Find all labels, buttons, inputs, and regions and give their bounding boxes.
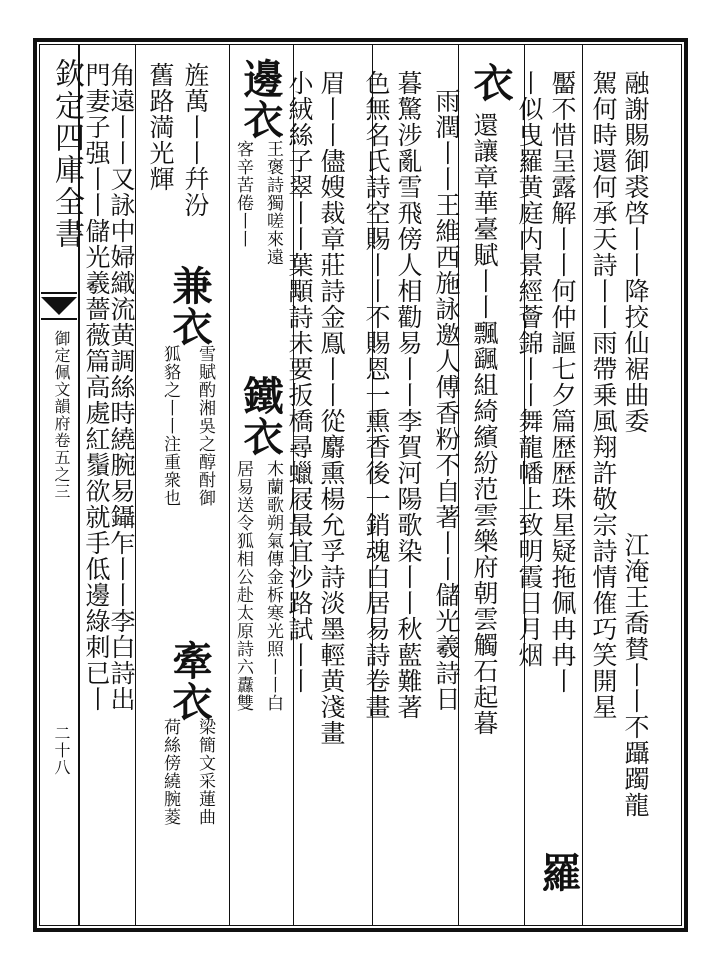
text-column: 色無名氏詩空賜丨丨不賜恩一熏香後一銷魂白居易詩卷畫 — [362, 70, 391, 720]
text-column: 江淹王喬賛丨丨不躡躅龍 — [621, 532, 650, 818]
heading-bianyi: 邊衣 — [237, 58, 284, 140]
heading-jianyi: 兼衣 — [166, 265, 213, 347]
column-rule — [229, 44, 230, 926]
heading-tieyi: 鐵衣 — [237, 375, 284, 457]
text-column: 還讓章華臺賦丨丨飄颻組綺繽紛范雲樂府朝雲觸石起暮 — [470, 112, 499, 736]
book-title: 欽定四庫全書 — [49, 58, 84, 250]
text-column: 旌萬丨丨幷汾 — [181, 62, 210, 218]
column-rule — [582, 44, 583, 926]
text-column: 門妻子强丨丨儲光羲薔薇篇高處紅鬚欲就手低邊綠刺已丨 — [82, 62, 111, 712]
text-column: 角遠丨丨又詠中婦織流黄調絲時繞腕易鑷乍丨丨李白詩出 — [107, 62, 136, 712]
text-column: 梁簡文采蓮曲 — [195, 718, 215, 826]
text-column: 王褒詩獨嗟來遠 — [263, 140, 283, 266]
text-column: 雨潤丨丨王維西施詠邀人傅香粉不自著丨丨儲光羲詩日 — [432, 88, 461, 712]
text-column: 融謝賜御裘啓丨丨降挍仙裾曲委 — [621, 70, 650, 434]
text-column: 靨不惜呈露解丨丨何仲謳七夕篇歴歴珠星疑拖佩冉冉丨 — [548, 70, 577, 694]
text-column: 居易送令狐相公赴太原詩六纛雙 — [233, 460, 253, 712]
text-column: 眉丨丨儘嫂裁章莊詩金鳯丨丨從麝熏楊允孚詩淡墨輕黄淺畫 — [317, 70, 346, 746]
text-column: 舊路満光輝 — [146, 62, 175, 192]
text-column: 狐貉之丨丨注重衆也 — [160, 345, 180, 507]
text-column: 丨似曳羅黄庭内景經薈錦丨丨舞龍幡上致明霞日月烟 — [515, 70, 544, 668]
fishtail-icon — [41, 295, 77, 317]
text-column: 駕何時還何承天詩丨丨雨帶乗風翔許敬宗詩情傕巧笑開星 — [589, 70, 618, 720]
volume-label: 卷五之三 — [52, 432, 71, 500]
heading-luo: 羅 — [535, 852, 582, 893]
page-number: 二十八 — [52, 725, 71, 776]
text-column: 小絨絲子翠丨丨葉顒詩未要扳橋尋蠟屐最宜沙路試丨丨 — [285, 70, 314, 694]
heading-qianyi: 牽衣 — [166, 640, 213, 722]
sub-title: 御定佩文韻府 — [52, 330, 71, 432]
heading-yi: 衣 — [467, 62, 514, 103]
text-column: 木蘭歌朔氣傳金柝寒光照丨丨白 — [263, 460, 283, 712]
text-column: 雪賦酌湘吳之醇酎御 — [195, 345, 215, 507]
text-column: 客辛苦倦丨丨 — [233, 140, 253, 248]
text-column: 荷絲傍繞腕菱 — [160, 718, 180, 826]
text-column: 暮驚涉亂雪飛傍人相勸易丨丨李賀河陽歌染丨丨秋藍難著 — [394, 70, 423, 720]
